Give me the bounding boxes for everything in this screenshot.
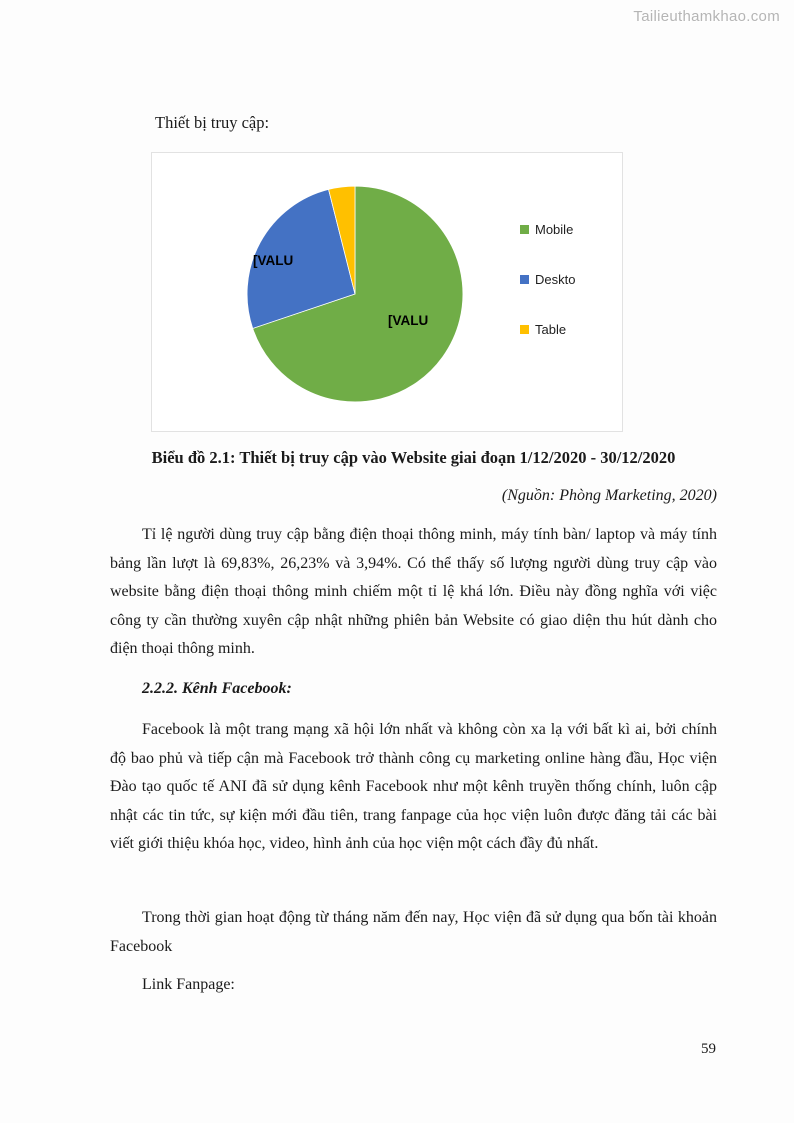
legend-item-tablet (520, 322, 575, 336)
link-fanpage-label: Link Fanpage: (142, 976, 235, 993)
section-heading-facebook: 2.2.2. Kênh Facebook: (142, 680, 292, 697)
pie-chart (246, 185, 464, 403)
paragraph-accounts: Trong thời gian hoạt động từ tháng năm đến nay, Học viện đã sử dụng qua bốn tài khoản Facebook (110, 909, 717, 955)
paragraph-facebook-intro: Facebook là một trang mạng xã hội lớn nhất và không còn xa lạ với bất kì ai, bởi chính độ bao phủ và tiếp cận mà Facebook trở thành công cụ marketing online hàng đầu, Học viện Đào tạo quốc tế ANI đã sử dụng kênh Facebook như một kênh truyền thống chính, luôn cập nhật các tin tức, sự kiện mới đầu tiên, trang fanpage của học viện luôn được đăng tải các bài viết giới thiệu khóa học, video, hình ảnh của học viện một cách đầy đủ nhất. (110, 721, 717, 852)
chart-caption: Biểu đồ 2.1: Thiết bị truy cập vào Website giai đoạn 1/12/2020 - 30/12/2020 (151, 448, 676, 467)
pie-chart-frame (151, 152, 623, 432)
legend-label-desktop: Deskto (535, 271, 576, 287)
chart-legend (520, 222, 575, 336)
pie-data-label-mobile: [VALU (388, 313, 429, 328)
page-number: 59 (701, 1041, 716, 1057)
legend-swatch-mobile-icon (520, 225, 529, 234)
paragraph-device-stats: Tỉ lệ người dùng truy cập bằng điện thoại thông minh, máy tính bàn/ laptop và máy tính bảng lần lượt là 69,83%, 26,23% và 3,94%. Có thể thấy số lượng người dùng truy cập vào website bằng điện thoại thông minh chiếm một tỉ lệ khá lớn. Điều này đồng nghĩa với việc công ty cần thường xuyên cập nhật những phiên bản Website có giao diện thu hút dành cho điện thoại thông minh. (110, 526, 717, 657)
source-note: (Nguồn: Phòng Marketing, 2020) (501, 487, 717, 504)
legend-item-desktop (520, 272, 575, 286)
legend-swatch-desktop-icon (520, 275, 529, 284)
legend-swatch-tablet-icon (520, 325, 529, 334)
intro-label: Thiết bị truy cập: (155, 113, 270, 132)
pie-data-label-desktop: [VALU (253, 253, 294, 268)
legend-label-mobile: Mobile (535, 221, 574, 237)
legend-label-tablet: Table (535, 321, 567, 337)
watermark: Tailieuthamkhao.com (633, 8, 780, 25)
legend-item-mobile (520, 222, 575, 236)
